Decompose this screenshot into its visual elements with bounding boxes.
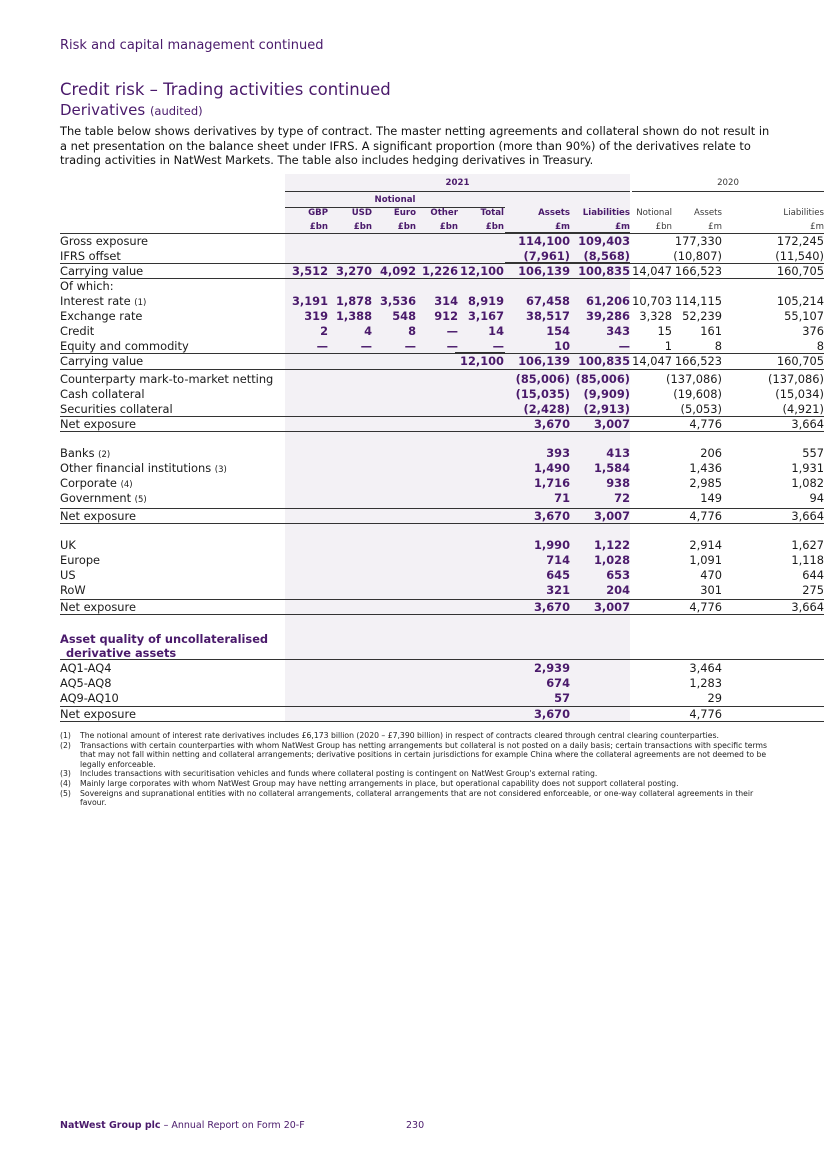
table-rule: [505, 262, 630, 263]
table-cell: (5,053): [680, 402, 722, 416]
table-row: [60, 707, 824, 722]
table-cell: 8,919: [467, 294, 504, 308]
row-label: [60, 309, 142, 323]
table-cell: 71: [554, 491, 570, 505]
table-cell: 14: [488, 324, 504, 338]
row-label: [60, 676, 111, 690]
row-label: [60, 387, 145, 401]
table-rule: [60, 278, 824, 279]
row-label: [60, 372, 273, 386]
table-cell: 100,835: [578, 264, 630, 278]
table-row: [60, 553, 824, 568]
footnote: [60, 769, 772, 779]
row-label: [60, 707, 136, 721]
table-cell: 4,092: [379, 264, 416, 278]
row-label: [60, 509, 136, 523]
table-cell: 14,047: [632, 354, 672, 368]
column-header-name: Assets: [538, 208, 570, 218]
row-label-text: US: [60, 568, 76, 582]
table-cell: 100,835: [578, 354, 630, 368]
footer-doc: – Annual Report on Form 20-F: [160, 1120, 305, 1131]
table-row: [60, 387, 824, 402]
table-cell: 52,239: [682, 309, 722, 323]
table-cell: 3,670: [533, 707, 570, 721]
table-row: [60, 354, 824, 369]
year-2020-rule: [632, 191, 824, 192]
table-cell: 105,214: [776, 294, 824, 308]
footnote: [60, 741, 772, 770]
table-cell: 10,703: [632, 294, 672, 308]
table-cell: 161: [700, 324, 722, 338]
year-2021-label: 2021: [445, 178, 470, 188]
column-header-name: Liabilities: [783, 208, 824, 218]
table-cell: (137,086): [666, 372, 722, 386]
column-header-name: Assets: [694, 208, 722, 218]
table-cell: —: [360, 339, 372, 353]
table-cell: 1,490: [533, 461, 570, 475]
table-row: [60, 372, 824, 387]
table-cell: 275: [802, 583, 824, 597]
table-rule: [60, 721, 824, 722]
table-row: [60, 264, 824, 279]
table-cell: 57: [554, 691, 570, 705]
row-label: [60, 461, 227, 475]
asset-quality-heading: [60, 632, 268, 660]
row-label-text: Carrying value: [60, 354, 144, 368]
footnote-text: Includes transactions with securitisation vehicles and funds where collateral posting is contingent on NatWest Group's external rating.: [80, 769, 598, 779]
row-label: [60, 294, 146, 308]
sub-title-main: Derivatives: [60, 101, 146, 119]
row-label-text: AQ5-AQ8: [60, 676, 112, 690]
table-cell: 1,627: [791, 538, 824, 552]
table-cell: 3,270: [335, 264, 372, 278]
table-cell: 15: [657, 324, 672, 338]
footnote-number: (4): [60, 778, 71, 788]
table-cell: 1,283: [689, 676, 722, 690]
table-rule: [60, 706, 824, 707]
table-cell: 3,670: [533, 417, 570, 431]
footnote: [60, 789, 772, 808]
row-label-text: Counterparty mark-to-market netting: [60, 372, 274, 386]
table-cell: 1,122: [593, 538, 630, 552]
table-cell: 4,776: [689, 417, 722, 431]
table-row: [60, 583, 824, 598]
table-cell: (9,909): [583, 387, 630, 401]
row-label-text: Equity and commodity: [60, 339, 189, 353]
table-row: [60, 491, 824, 506]
table-cell: 10: [554, 339, 570, 353]
table-cell: 4,776: [689, 509, 722, 523]
row-label: [60, 249, 121, 263]
table-row: [60, 538, 824, 553]
table-rule: [505, 232, 630, 233]
table-row: [60, 446, 824, 461]
row-label-text: Of which:: [60, 279, 114, 293]
row-label-text: Interest rate: [60, 294, 131, 308]
table-cell: 166,523: [674, 264, 722, 278]
table-cell: 3,464: [689, 661, 722, 675]
table-cell: —: [618, 339, 630, 353]
running-header: Risk and capital management continued: [60, 38, 324, 53]
table-row: [60, 476, 824, 491]
table-cell: 39,286: [586, 309, 630, 323]
table-cell: (15,035): [515, 387, 570, 401]
table-cell: 645: [546, 568, 570, 582]
column-header-unit: £bn: [309, 222, 328, 232]
table-cell: 106,139: [518, 264, 570, 278]
column-header-unit: £m: [615, 222, 630, 232]
row-label-text: Securities collateral: [60, 402, 173, 416]
footnote-ref: (5): [134, 495, 147, 505]
table-row: [60, 279, 824, 294]
table-cell: 55,107: [784, 309, 824, 323]
table-cell: 393: [546, 446, 570, 460]
row-label-text: Other financial institutions: [60, 461, 212, 475]
row-label: [60, 583, 86, 597]
column-header-name: Total: [480, 208, 504, 218]
column-header-unit: £bn: [353, 222, 372, 232]
table-cell: 2,914: [689, 538, 722, 552]
table-cell: 1,878: [335, 294, 372, 308]
table-row: [60, 691, 824, 706]
table-row: [60, 417, 824, 432]
footnote-text: The notional amount of interest rate derivatives includes £6,173 billion (2020 – £7,390 billion) in respect of contracts cleared through central clearing counterparties.: [80, 731, 719, 740]
footnote-ref: (3): [214, 465, 227, 475]
row-label-text: Gross exposure: [60, 234, 149, 248]
row-label-text: Exchange rate: [60, 309, 143, 323]
table-cell: 413: [606, 446, 630, 460]
table-cell: 1,584: [593, 461, 630, 475]
intro-paragraph: The table below shows derivatives by type of contract. The master netting agreements and collateral shown do not result in a net presentation on the balance sheet under IFRS. A significant proportion (more than 90%) of the derivatives relate to trading activities in NatWest Markets. The table also includes hedging derivatives in Treasury.: [60, 124, 770, 167]
table-cell: 14,047: [632, 264, 672, 278]
table-row: [60, 402, 824, 417]
table-cell: 94: [809, 491, 824, 505]
table-rule: [60, 523, 824, 524]
row-label-text: Net exposure: [60, 600, 136, 614]
table-cell: 4: [364, 324, 372, 338]
row-label: [60, 324, 94, 338]
footer: [60, 1120, 305, 1131]
table-cell: 938: [606, 476, 630, 490]
row-label: [60, 264, 143, 278]
table-rule: [60, 416, 824, 417]
table-cell: 12,100: [460, 264, 504, 278]
table-cell: —: [446, 339, 458, 353]
table-cell: (7,961): [523, 249, 570, 263]
notional-label: Notional: [374, 195, 416, 205]
footnote-text: Sovereigns and supranational entities with no collateral arrangements, collateral arrangements that are not considered enforceable, or one-way collateral agreements in their favour.: [80, 788, 754, 808]
footnote-text: Mainly large corporates with whom NatWest Group may have netting arrangements in place, but operational capability does not support collateral posting.: [80, 778, 679, 788]
table-rule: [60, 614, 824, 615]
table-cell: (19,608): [673, 387, 722, 401]
table-cell: 319: [304, 309, 328, 323]
table-rule: [455, 352, 505, 353]
table-cell: (2,428): [523, 402, 570, 416]
table-cell: 470: [700, 568, 722, 582]
table-cell: 29: [707, 691, 722, 705]
table-cell: 674: [546, 676, 570, 690]
table-cell: (8,568): [583, 249, 630, 263]
table-cell: (137,086): [768, 372, 824, 386]
table-cell: 1,990: [533, 538, 570, 552]
page-number: 230: [406, 1120, 425, 1131]
footnote-number: (2): [60, 740, 71, 750]
row-label: [60, 568, 76, 582]
column-header-unit: £bn: [655, 222, 672, 232]
row-label-text: Net exposure: [60, 707, 136, 721]
table-cell: 12,100: [460, 354, 504, 368]
table-cell: 3,664: [791, 509, 824, 523]
footnote-ref: (2): [98, 450, 111, 460]
row-label-text: Net exposure: [60, 417, 136, 431]
row-label-text: UK: [60, 538, 76, 552]
column-header-name: GBP: [308, 208, 328, 218]
table-cell: 72: [614, 491, 630, 505]
table-cell: 644: [802, 568, 824, 582]
table-rule: [60, 263, 824, 264]
table-cell: 8: [714, 339, 722, 353]
year-2021-rule: [285, 191, 630, 192]
row-label: [60, 279, 114, 293]
table-cell: 714: [546, 553, 570, 567]
column-header-unit: £m: [555, 222, 570, 232]
year-2020-label: 2020: [717, 178, 739, 188]
row-label-text: Corporate: [60, 476, 117, 490]
column-header-unit: £bn: [485, 222, 504, 232]
table-cell: —: [404, 339, 416, 353]
column-header-name: Euro: [393, 208, 416, 218]
table-cell: 557: [802, 446, 824, 460]
row-label: [60, 234, 148, 248]
table-cell: 2: [320, 324, 328, 338]
row-label: [60, 600, 136, 614]
audited-tag: (audited): [149, 104, 203, 118]
table-cell: 106,139: [518, 354, 570, 368]
row-label: [60, 491, 147, 505]
table-row: [60, 676, 824, 691]
table-cell: 8: [408, 324, 416, 338]
table-row: [60, 661, 824, 676]
table-cell: 3,664: [791, 417, 824, 431]
table-row: [60, 294, 824, 309]
table-row: [60, 461, 824, 476]
table-row: [60, 509, 824, 524]
row-label: [60, 476, 133, 490]
table-cell: 376: [802, 324, 824, 338]
row-label: [60, 553, 100, 567]
column-header-name: Other: [430, 208, 458, 218]
column-header-name: Notional: [636, 208, 672, 218]
table-row: [60, 234, 824, 249]
footnote-number: (3): [60, 769, 71, 779]
table-cell: 3,512: [291, 264, 328, 278]
table-cell: 3,007: [593, 509, 630, 523]
table-row: [60, 324, 824, 339]
table-cell: 3,664: [791, 600, 824, 614]
table-cell: 2,939: [533, 661, 570, 675]
table-cell: 38,517: [526, 309, 570, 323]
table-cell: —: [316, 339, 328, 353]
table-cell: (10,807): [673, 249, 722, 263]
footer-brand: NatWest Group plc: [60, 1120, 161, 1131]
table-cell: 343: [606, 324, 630, 338]
column-header-unit: £m: [810, 222, 824, 232]
column-header-name: USD: [351, 208, 372, 218]
row-label: [60, 417, 136, 431]
table-cell: (2,913): [583, 402, 630, 416]
row-label: [60, 661, 111, 675]
footnote-number: (5): [60, 788, 71, 798]
row-label-text: AQ1-AQ4: [60, 661, 112, 675]
footnote-number: (1): [60, 731, 71, 740]
asset-quality-heading-line2: derivative assets: [66, 646, 177, 660]
row-label-text: Europe: [60, 553, 101, 567]
table-cell: 160,705: [776, 264, 824, 278]
table-cell: 8: [816, 339, 824, 353]
table-cell: 3,007: [593, 600, 630, 614]
table-cell: 154: [546, 324, 570, 338]
table-row: [60, 600, 824, 615]
table-cell: 912: [434, 309, 458, 323]
table-cell: 653: [606, 568, 630, 582]
table-cell: 160,705: [776, 354, 824, 368]
table-cell: 1,028: [593, 553, 630, 567]
row-label-text: Carrying value: [60, 264, 144, 278]
table-cell: 4,776: [689, 600, 722, 614]
table-cell: 1,931: [791, 461, 824, 475]
table-rule: [60, 369, 824, 370]
table-cell: —: [492, 339, 504, 353]
row-label-text: Banks: [60, 446, 95, 460]
asset-quality-heading-line1: Asset quality of uncollateralised: [60, 632, 269, 646]
table-cell: 1,082: [791, 476, 824, 490]
footnote: [60, 779, 772, 789]
column-header-unit: £bn: [439, 222, 458, 232]
table-cell: 166,523: [674, 354, 722, 368]
table-cell: (85,006): [515, 372, 570, 386]
table-cell: 61,206: [586, 294, 630, 308]
table-rule: [60, 353, 824, 354]
table-cell: 114,100: [518, 234, 570, 248]
footnote-text: Transactions with certain counterparties with whom NatWest Group has netting arrangements but collateral is not posted on a daily basis; certain transactions with specific terms that may not fall within netting and collateral arrangements; derivative positions in certain jurisdictions for example China where the collateral agreements are not deemed to be legally enforceable.: [80, 740, 768, 769]
column-header-name: Liabilities: [582, 208, 630, 218]
section-title: Credit risk – Trading activities continued: [60, 80, 391, 99]
table-row: [60, 568, 824, 583]
table-cell: 149: [700, 491, 722, 505]
row-label: [60, 691, 119, 705]
table-cell: (4,921): [782, 402, 824, 416]
table-row: [60, 309, 824, 324]
footnote-ref: (1): [134, 298, 147, 308]
footnotes: [60, 731, 772, 808]
table-cell: —: [446, 324, 458, 338]
column-header-unit: £bn: [397, 222, 416, 232]
footnote-ref: (4): [120, 480, 133, 490]
table-rule: [60, 599, 824, 600]
row-label-text: RoW: [60, 583, 86, 597]
sub-title: [60, 101, 203, 119]
table-cell: 3,536: [379, 294, 416, 308]
row-label-text: Net exposure: [60, 509, 136, 523]
table-cell: 67,458: [526, 294, 570, 308]
table-cell: 548: [392, 309, 416, 323]
table-cell: (85,006): [575, 372, 630, 386]
table-cell: 4,776: [689, 707, 722, 721]
table-cell: 3,670: [533, 509, 570, 523]
row-label-text: AQ9-AQ10: [60, 691, 119, 705]
table-cell: 1,226: [421, 264, 458, 278]
table-cell: 172,245: [776, 234, 824, 248]
row-label: [60, 354, 143, 368]
table-cell: 3,328: [639, 309, 672, 323]
table-cell: 1: [664, 339, 672, 353]
table-rule: [60, 508, 824, 509]
table-cell: 3,670: [533, 600, 570, 614]
table-cell: 114,115: [674, 294, 722, 308]
table-row: [60, 249, 824, 264]
table-rule: [60, 431, 824, 432]
table-cell: 321: [546, 583, 570, 597]
footnote: [60, 731, 772, 741]
table-row: [60, 339, 824, 354]
row-label-text: Credit: [60, 324, 95, 338]
row-label: [60, 339, 189, 353]
row-label: [60, 402, 173, 416]
table-cell: 177,330: [674, 234, 722, 248]
table-cell: 3,007: [593, 417, 630, 431]
table-cell: 3,191: [291, 294, 328, 308]
table-cell: 1,436: [689, 461, 722, 475]
table-cell: 109,403: [578, 234, 630, 248]
row-label: [60, 538, 76, 552]
table-cell: (11,540): [775, 249, 824, 263]
table-cell: 301: [700, 583, 722, 597]
table-cell: 204: [606, 583, 630, 597]
row-label: [60, 446, 110, 460]
table-cell: (15,034): [775, 387, 824, 401]
table-cell: 314: [434, 294, 458, 308]
table-cell: 206: [700, 446, 722, 460]
column-header-unit: £m: [708, 222, 722, 232]
row-label-text: Cash collateral: [60, 387, 145, 401]
table-cell: 1,388: [335, 309, 372, 323]
row-label-text: Government: [60, 491, 132, 505]
table-cell: 3,167: [467, 309, 504, 323]
table-cell: 1,716: [533, 476, 570, 490]
table-cell: 1,118: [791, 553, 824, 567]
row-label-text: IFRS offset: [60, 249, 121, 263]
table-cell: 2,985: [689, 476, 722, 490]
table-cell: 1,091: [689, 553, 722, 567]
